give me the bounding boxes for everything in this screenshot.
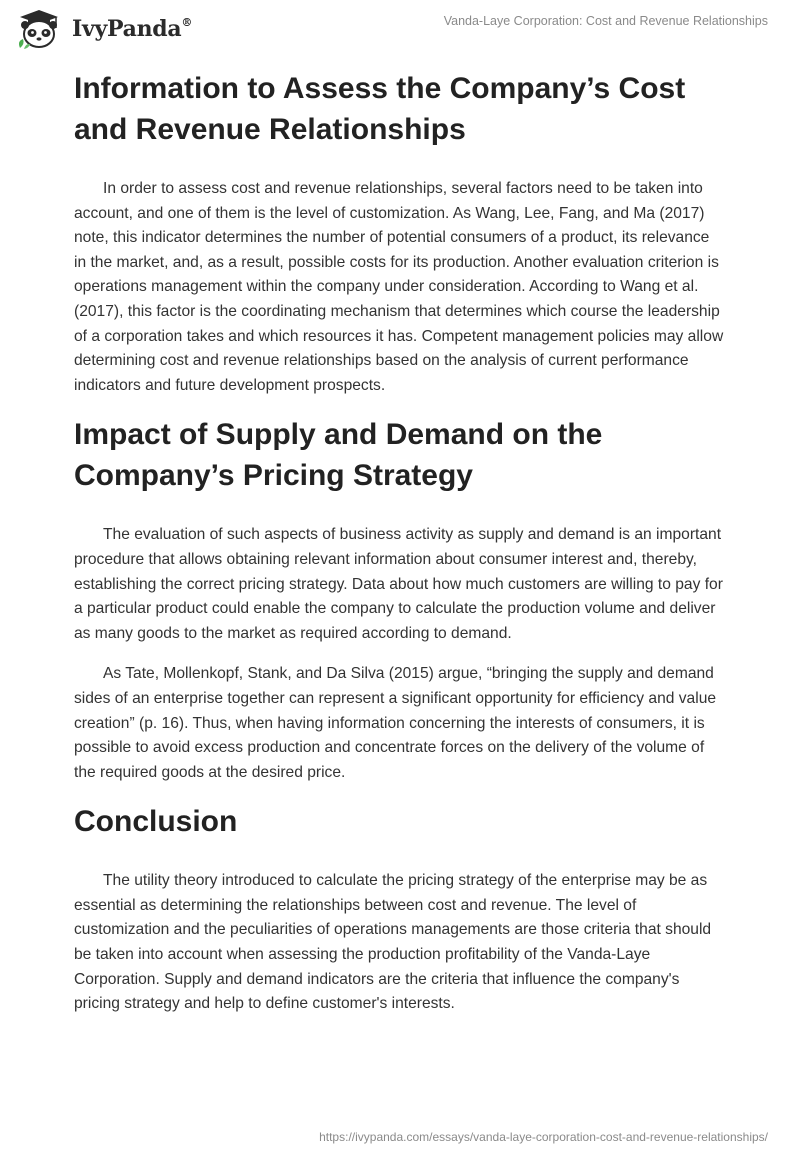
brand-name: IvyPanda® — [72, 15, 193, 42]
page-header — [0, 0, 800, 60]
source-url-link[interactable]: https://ivypanda.com/essays/vanda-laye-corporation-cost-and-revenue-relationships/ — [319, 1130, 768, 1144]
paragraph: In order to assess cost and revenue relationships, several factors need to be taken into account, and one of them is the level of customization. As Wang, Lee, Fang, and Ma (2017) note, this indicator determines the number of potential consumers of a product, its relevance in the market, and, as a result, possible costs for its production. Another evaluation criterion is operations management within the company under consideration. According to Wang et al. (2017), this factor is the coordinating mechanism that determines which course the leadership of a corporation takes and which resources it has. Competent management policies may allow determining cost and revenue relationships based on the analysis of current performance indicators and future development prospects. — [74, 180, 724, 394]
section-heading: Conclusion — [74, 805, 238, 839]
section-heading: Information to Assess the Company’s Cost and Revenue Relationships — [74, 72, 686, 146]
paragraph: As Tate, Mollenkopf, Stank, and Da Silva (2015) argue, “bringing the supply and demand sides of an enterprise together can represent a significant opportunity for efficiency and value creation” (p. 16). Thus, when having information concerning the interests of consumers, it is possible to avoid excess production and concentrate forces on the delivery of the volume of the required goods at the desired price. — [74, 665, 717, 781]
section-cost-revenue — [74, 68, 724, 398]
panda-graduate-icon — [14, 8, 64, 50]
section-heading: Impact of Supply and Demand on the Company’s Pricing Strategy — [74, 418, 603, 493]
section-supply-demand — [74, 414, 724, 785]
header-document-title: Vanda-Laye Corporation: Cost and Revenue Relationships — [443, 14, 768, 28]
section-conclusion — [74, 801, 724, 1017]
ivypanda-logo[interactable] — [14, 8, 192, 50]
paragraph: The utility theory introduced to calculate the pricing strategy of the enterprise may be as essential as determining the relationships between cost and revenue. The level of customization and the peculiarities of operations managements are those criteria that should be taken into account when assessing the production profitability of the Vanda-Laye Corporation. Supply and demand indicators are the criteria that influence the company's pricing strategy and help to define customer's interests. — [74, 872, 712, 1013]
paragraph: The evaluation of such aspects of business activity as supply and demand is an important procedure that allows obtaining relevant information about consumer interest and, thereby, establishing the correct pricing strategy. Data about how much customers are willing to pay for a particular product could enable the company to calculate the production volume and deliver as many goods to the market as required according to demand. — [74, 526, 723, 642]
article-body — [74, 68, 724, 1033]
